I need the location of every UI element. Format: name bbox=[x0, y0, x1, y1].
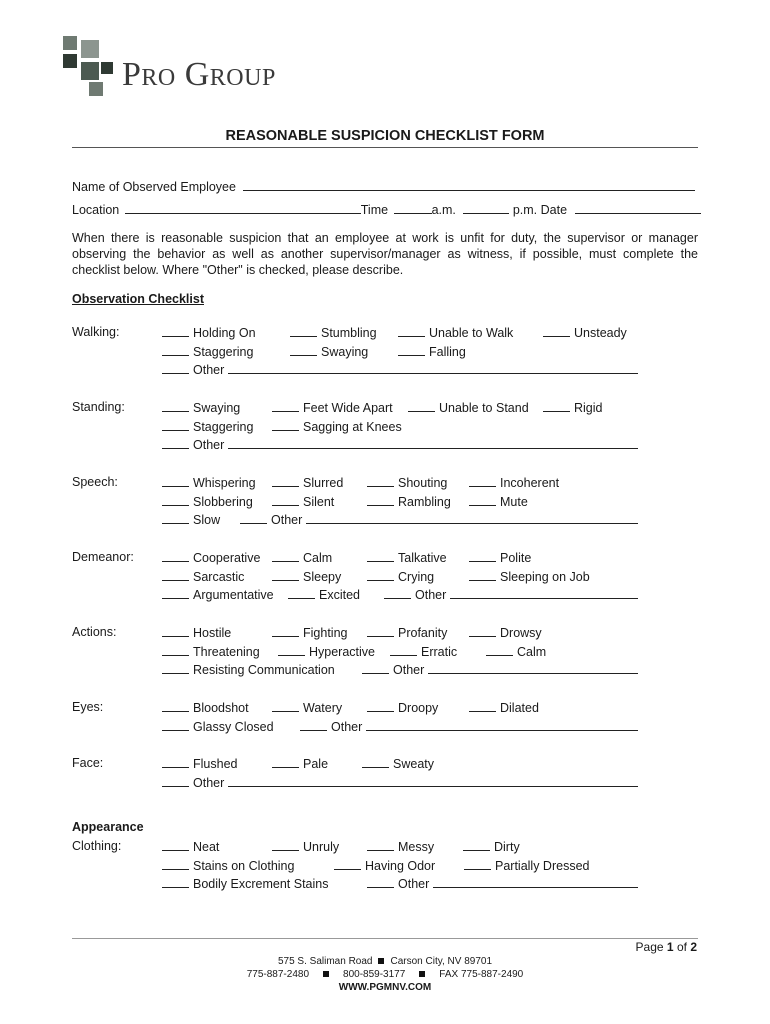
checkbox-blank[interactable] bbox=[469, 475, 496, 487]
checkbox-blank[interactable] bbox=[162, 700, 189, 712]
checkbox-blank[interactable] bbox=[162, 325, 189, 337]
checkbox-blank[interactable] bbox=[398, 325, 425, 337]
city: Carson City, NV 89701 bbox=[390, 956, 493, 967]
instructions: When there is reasonable suspicion that an employee at work is unfit for duty, the supervisor or manager observing the behavior as well as another supervisor/manager as witness, if possible, must complete the checklist below. Where "Other" is checked, please describe. bbox=[72, 231, 698, 277]
appearance-heading: Appearance bbox=[72, 820, 144, 834]
option-label: Sagging at Knees bbox=[303, 419, 402, 434]
location-row bbox=[72, 201, 701, 217]
option-label: Shouting bbox=[398, 476, 448, 490]
walking-option-falling[interactable] bbox=[398, 344, 466, 359]
option-label: Other bbox=[415, 588, 447, 603]
checkbox-blank[interactable] bbox=[469, 494, 496, 506]
page-of: of bbox=[676, 940, 687, 954]
demeanor-option-crying[interactable] bbox=[367, 569, 434, 584]
checkbox-blank[interactable] bbox=[464, 858, 491, 870]
option-label: Holding On bbox=[193, 326, 256, 340]
option-label: Slurred bbox=[303, 476, 344, 490]
option-label: Erratic bbox=[421, 644, 458, 659]
checklist-heading: Observation Checklist bbox=[72, 292, 204, 306]
speech-option-slobbering[interactable] bbox=[162, 494, 253, 509]
option-label: Cooperative bbox=[193, 551, 261, 565]
option-label: Polite bbox=[500, 551, 532, 565]
speech-option-shouting[interactable] bbox=[367, 475, 447, 490]
option-label: Sleepy bbox=[303, 569, 342, 584]
walking-option-stumbling[interactable] bbox=[290, 325, 377, 340]
eyes-option-watery[interactable] bbox=[272, 700, 342, 715]
checkbox-blank[interactable] bbox=[367, 625, 394, 637]
checkbox-blank[interactable] bbox=[162, 400, 189, 412]
page-total: 2 bbox=[690, 940, 697, 954]
bullet-square-icon bbox=[378, 958, 384, 964]
phone1: 775-887-2480 bbox=[246, 969, 310, 980]
checkbox-blank[interactable] bbox=[463, 839, 490, 851]
speech-option-mute[interactable] bbox=[469, 494, 528, 509]
other-description-field[interactable] bbox=[433, 876, 638, 888]
option-label: Excited bbox=[319, 588, 360, 603]
checkbox-blank[interactable] bbox=[469, 550, 496, 562]
checkbox-blank[interactable] bbox=[162, 587, 189, 599]
checkbox-blank[interactable] bbox=[162, 719, 189, 731]
other-description-field[interactable] bbox=[306, 512, 638, 524]
checkbox-blank[interactable] bbox=[162, 437, 189, 449]
name-field[interactable] bbox=[243, 178, 695, 191]
option-label: Bloodshot bbox=[193, 701, 249, 715]
option-label: Silent bbox=[303, 494, 335, 509]
speech-option-other[interactable] bbox=[240, 512, 638, 527]
clothing-option-messy[interactable] bbox=[367, 839, 434, 854]
walking-option-unsteady[interactable] bbox=[543, 325, 627, 340]
option-label: Staggering bbox=[193, 344, 254, 359]
other-description-field[interactable] bbox=[228, 362, 638, 374]
standing-option-staggering[interactable] bbox=[162, 419, 253, 434]
bullet-square-icon bbox=[323, 971, 329, 977]
checkbox-blank[interactable] bbox=[469, 569, 496, 581]
option-label: Profanity bbox=[398, 626, 448, 640]
demeanor-option-talkative[interactable] bbox=[367, 550, 447, 565]
actions-option-hyperactive[interactable] bbox=[278, 644, 375, 659]
fax: FAX 775-887-2490 bbox=[439, 969, 524, 980]
speech-option-slow[interactable] bbox=[162, 512, 220, 527]
standing-option-rigid[interactable] bbox=[543, 400, 603, 415]
checkbox-blank[interactable] bbox=[469, 625, 496, 637]
logo-mark bbox=[60, 36, 116, 98]
checkbox-blank[interactable] bbox=[290, 344, 317, 356]
option-label: Sleeping on Job bbox=[500, 569, 590, 584]
pm-date-label: p.m. Date bbox=[512, 203, 568, 217]
checkbox-blank[interactable] bbox=[367, 569, 394, 581]
checkbox-blank[interactable] bbox=[543, 400, 570, 412]
standing-option-feet-wide-apart[interactable] bbox=[272, 400, 393, 415]
walking-option-unable-to-walk[interactable] bbox=[398, 325, 513, 340]
eyes-label: Eyes: bbox=[72, 700, 104, 714]
option-label: Resisting Communication bbox=[193, 663, 335, 678]
demeanor-option-other[interactable] bbox=[384, 587, 638, 602]
checkbox-blank[interactable] bbox=[367, 550, 394, 562]
page-indicator bbox=[636, 940, 697, 954]
checkbox-blank[interactable] bbox=[162, 876, 189, 888]
checkbox-blank[interactable] bbox=[278, 644, 305, 656]
checkbox-blank[interactable] bbox=[290, 325, 317, 337]
checkbox-blank[interactable] bbox=[162, 344, 189, 356]
clothing-option-other[interactable] bbox=[367, 876, 638, 891]
actions-label: Actions: bbox=[72, 625, 117, 639]
page-label: Page bbox=[635, 940, 664, 954]
walking-option-staggering[interactable] bbox=[162, 344, 253, 359]
option-label: Threatening bbox=[193, 644, 260, 659]
option-label: Partially Dressed bbox=[495, 858, 590, 873]
walking-option-holding-on[interactable] bbox=[162, 325, 256, 340]
checkbox-blank[interactable] bbox=[408, 400, 435, 412]
checkbox-blank[interactable] bbox=[390, 644, 417, 656]
checkbox-blank[interactable] bbox=[398, 344, 425, 356]
clothing-option-unruly[interactable] bbox=[272, 839, 339, 854]
demeanor-option-excited[interactable] bbox=[288, 587, 360, 602]
actions-option-calm[interactable] bbox=[486, 644, 546, 659]
option-label: Calm bbox=[303, 551, 333, 565]
checkbox-blank[interactable] bbox=[367, 475, 394, 487]
walking-option-other[interactable] bbox=[162, 362, 638, 377]
standing-option-swaying[interactable] bbox=[162, 400, 240, 415]
checkbox-blank[interactable] bbox=[162, 625, 189, 637]
option-label: Watery bbox=[303, 701, 343, 715]
other-description-field[interactable] bbox=[450, 587, 638, 599]
option-label: Crying bbox=[398, 569, 435, 584]
checkbox-blank[interactable] bbox=[162, 512, 189, 524]
footer-website[interactable]: WWW.PGMNV.COM bbox=[338, 982, 432, 993]
checkbox-blank[interactable] bbox=[367, 700, 394, 712]
checkbox-blank[interactable] bbox=[486, 644, 513, 656]
checkbox-blank[interactable] bbox=[162, 362, 189, 374]
standing-option-unable-to-stand[interactable] bbox=[408, 400, 529, 415]
option-label: Stains on Clothing bbox=[193, 858, 295, 873]
face-option-pale[interactable] bbox=[272, 756, 328, 771]
option-label: Messy bbox=[398, 840, 435, 854]
option-label: Other bbox=[393, 663, 425, 678]
speech-label: Speech: bbox=[72, 475, 118, 489]
checkbox-blank[interactable] bbox=[162, 775, 189, 787]
checkbox-blank[interactable] bbox=[162, 494, 189, 506]
footer-rule bbox=[72, 938, 698, 939]
checkbox-blank[interactable] bbox=[162, 475, 189, 487]
walking-label: Walking: bbox=[72, 325, 120, 339]
eyes-option-bloodshot[interactable] bbox=[162, 700, 249, 715]
option-label: Talkative bbox=[398, 551, 447, 565]
checkbox-blank[interactable] bbox=[272, 400, 299, 412]
clothing-label: Clothing: bbox=[72, 839, 122, 853]
actions-option-threatening[interactable] bbox=[162, 644, 260, 659]
logo-text: Pro Group bbox=[122, 56, 276, 93]
checkbox-blank[interactable] bbox=[162, 569, 189, 581]
option-label: Other bbox=[193, 775, 225, 790]
face-option-sweaty[interactable] bbox=[362, 756, 434, 771]
demeanor-option-sleepy[interactable] bbox=[272, 569, 341, 584]
option-label: Argumentative bbox=[193, 588, 274, 603]
clothing-option-neat[interactable] bbox=[162, 839, 219, 854]
face-option-other[interactable] bbox=[162, 775, 638, 790]
time-label: Time bbox=[360, 203, 389, 217]
actions-option-profanity[interactable] bbox=[367, 625, 447, 640]
speech-option-silent[interactable] bbox=[272, 494, 334, 509]
actions-option-resisting-communication[interactable] bbox=[162, 662, 335, 677]
checkbox-blank[interactable] bbox=[272, 756, 299, 768]
checkbox-blank[interactable] bbox=[162, 662, 189, 674]
checkbox-blank[interactable] bbox=[367, 876, 394, 888]
clothing-option-stains-on-clothing[interactable] bbox=[162, 858, 294, 873]
option-label: Stumbling bbox=[321, 326, 377, 340]
option-label: Drowsy bbox=[500, 626, 542, 640]
checkbox-blank[interactable] bbox=[272, 839, 299, 851]
name-row bbox=[72, 178, 695, 194]
option-label: Pale bbox=[303, 757, 329, 771]
option-label: Unsteady bbox=[574, 326, 627, 340]
option-label: Falling bbox=[429, 344, 466, 359]
checkbox-blank[interactable] bbox=[162, 644, 189, 656]
option-label: Glassy Closed bbox=[193, 719, 274, 734]
standing-option-other[interactable] bbox=[162, 437, 638, 452]
date-field[interactable] bbox=[575, 201, 701, 214]
checkbox-blank[interactable] bbox=[367, 839, 394, 851]
option-label: Rigid bbox=[574, 401, 603, 415]
other-description-field[interactable] bbox=[366, 719, 638, 731]
demeanor-option-calm[interactable] bbox=[272, 550, 332, 565]
title-rule bbox=[72, 147, 698, 148]
option-label: Sweaty bbox=[393, 757, 434, 771]
checkbox-blank[interactable] bbox=[162, 756, 189, 768]
checkbox-blank[interactable] bbox=[469, 700, 496, 712]
location-label: Location bbox=[72, 203, 120, 217]
walking-option-swaying[interactable] bbox=[290, 344, 368, 359]
speech-option-incoherent[interactable] bbox=[469, 475, 559, 490]
option-label: Unable to Stand bbox=[439, 401, 529, 415]
option-label: Hyperactive bbox=[309, 644, 375, 659]
option-label: Sarcastic bbox=[193, 569, 245, 584]
eyes-option-droopy[interactable] bbox=[367, 700, 438, 715]
pm-field[interactable] bbox=[463, 201, 509, 214]
checkbox-blank[interactable] bbox=[384, 587, 411, 599]
demeanor-option-sleeping-on-job[interactable] bbox=[469, 569, 590, 584]
checkbox-blank[interactable] bbox=[272, 550, 299, 562]
checkbox-blank[interactable] bbox=[272, 625, 299, 637]
option-label: Feet Wide Apart bbox=[303, 401, 393, 415]
checkbox-blank[interactable] bbox=[162, 550, 189, 562]
location-field[interactable] bbox=[125, 201, 361, 214]
checkbox-blank[interactable] bbox=[300, 719, 327, 731]
option-label: Unable to Walk bbox=[429, 326, 514, 340]
form-title: REASONABLE SUSPICION CHECKLIST FORM bbox=[225, 128, 545, 144]
option-label: Swaying bbox=[321, 344, 369, 359]
actions-option-erratic[interactable] bbox=[390, 644, 457, 659]
option-label: Calm bbox=[517, 644, 547, 659]
option-label: Other bbox=[193, 438, 225, 453]
checkbox-blank[interactable] bbox=[543, 325, 570, 337]
face-label: Face: bbox=[72, 756, 104, 770]
checkbox-blank[interactable] bbox=[272, 475, 299, 487]
eyes-option-dilated[interactable] bbox=[469, 700, 539, 715]
checkbox-blank[interactable] bbox=[288, 587, 315, 599]
checkbox-blank[interactable] bbox=[162, 839, 189, 851]
checkbox-blank[interactable] bbox=[272, 700, 299, 712]
clothing-option-having-odor[interactable] bbox=[334, 858, 435, 873]
checkbox-blank[interactable] bbox=[362, 756, 389, 768]
option-label: Other bbox=[331, 719, 363, 734]
option-label: Other bbox=[398, 877, 430, 892]
eyes-option-glassy-closed[interactable] bbox=[162, 719, 274, 734]
face-option-flushed[interactable] bbox=[162, 756, 237, 771]
clothing-option-dirty[interactable] bbox=[463, 839, 520, 854]
phone2: 800-859-3177 bbox=[343, 969, 406, 980]
demeanor-label: Demeanor: bbox=[72, 550, 134, 564]
standing-label: Standing: bbox=[72, 400, 125, 414]
name-label: Name of Observed Employee bbox=[72, 180, 236, 194]
other-description-field[interactable] bbox=[428, 662, 638, 674]
time-field[interactable] bbox=[394, 201, 432, 214]
other-description-field[interactable] bbox=[228, 437, 638, 449]
speech-option-rambling[interactable] bbox=[367, 494, 451, 509]
checkbox-blank[interactable] bbox=[240, 512, 267, 524]
speech-option-slurred[interactable] bbox=[272, 475, 343, 490]
address: 575 S. Saliman Road bbox=[277, 956, 373, 967]
option-label: Incoherent bbox=[500, 476, 560, 490]
option-label: Swaying bbox=[193, 401, 241, 415]
actions-option-hostile[interactable] bbox=[162, 625, 231, 640]
page-current: 1 bbox=[666, 940, 674, 954]
option-label: Fighting bbox=[303, 626, 348, 640]
option-label: Neat bbox=[193, 840, 220, 854]
actions-option-fighting[interactable] bbox=[272, 625, 347, 640]
footer-phones bbox=[0, 969, 770, 980]
option-label: Bodily Excrement Stains bbox=[193, 877, 329, 892]
option-label: Rambling bbox=[398, 494, 451, 509]
checkbox-blank[interactable] bbox=[162, 858, 189, 870]
checkbox-blank[interactable] bbox=[362, 662, 389, 674]
checkbox-blank[interactable] bbox=[272, 494, 299, 506]
bullet-square-icon bbox=[419, 971, 425, 977]
option-label: Whispering bbox=[193, 476, 256, 490]
standing-option-sagging-at-knees[interactable] bbox=[272, 419, 402, 434]
option-label: Hostile bbox=[193, 626, 232, 640]
eyes-option-other[interactable] bbox=[300, 719, 638, 734]
speech-option-whispering[interactable] bbox=[162, 475, 256, 490]
clothing-option-partially-dressed[interactable] bbox=[464, 858, 589, 873]
demeanor-option-cooperative[interactable] bbox=[162, 550, 260, 565]
other-description-field[interactable] bbox=[228, 775, 638, 787]
checkbox-blank[interactable] bbox=[162, 419, 189, 431]
option-label: Other bbox=[193, 363, 225, 378]
option-label: Unruly bbox=[303, 840, 340, 854]
option-label: Droopy bbox=[398, 701, 439, 715]
am-label: a.m. bbox=[431, 203, 456, 217]
demeanor-option-sarcastic[interactable] bbox=[162, 569, 244, 584]
checkbox-blank[interactable] bbox=[367, 494, 394, 506]
option-label: Staggering bbox=[193, 419, 254, 434]
checkbox-blank[interactable] bbox=[272, 419, 299, 431]
demeanor-option-argumentative[interactable] bbox=[162, 587, 274, 602]
actions-option-drowsy[interactable] bbox=[469, 625, 542, 640]
option-label: Flushed bbox=[193, 757, 238, 771]
actions-option-other[interactable] bbox=[362, 662, 638, 677]
option-label: Having Odor bbox=[365, 858, 436, 873]
option-label: Slow bbox=[193, 513, 221, 528]
option-label: Slobbering bbox=[193, 494, 253, 509]
demeanor-option-polite[interactable] bbox=[469, 550, 531, 565]
option-label: Dirty bbox=[494, 840, 520, 854]
clothing-option-bodily-excrement-stains[interactable] bbox=[162, 876, 328, 891]
checkbox-blank[interactable] bbox=[334, 858, 361, 870]
footer-address bbox=[0, 956, 770, 967]
option-label: Other bbox=[271, 513, 303, 528]
option-label: Dilated bbox=[500, 701, 539, 715]
option-label: Mute bbox=[500, 494, 528, 509]
checkbox-blank[interactable] bbox=[272, 569, 299, 581]
